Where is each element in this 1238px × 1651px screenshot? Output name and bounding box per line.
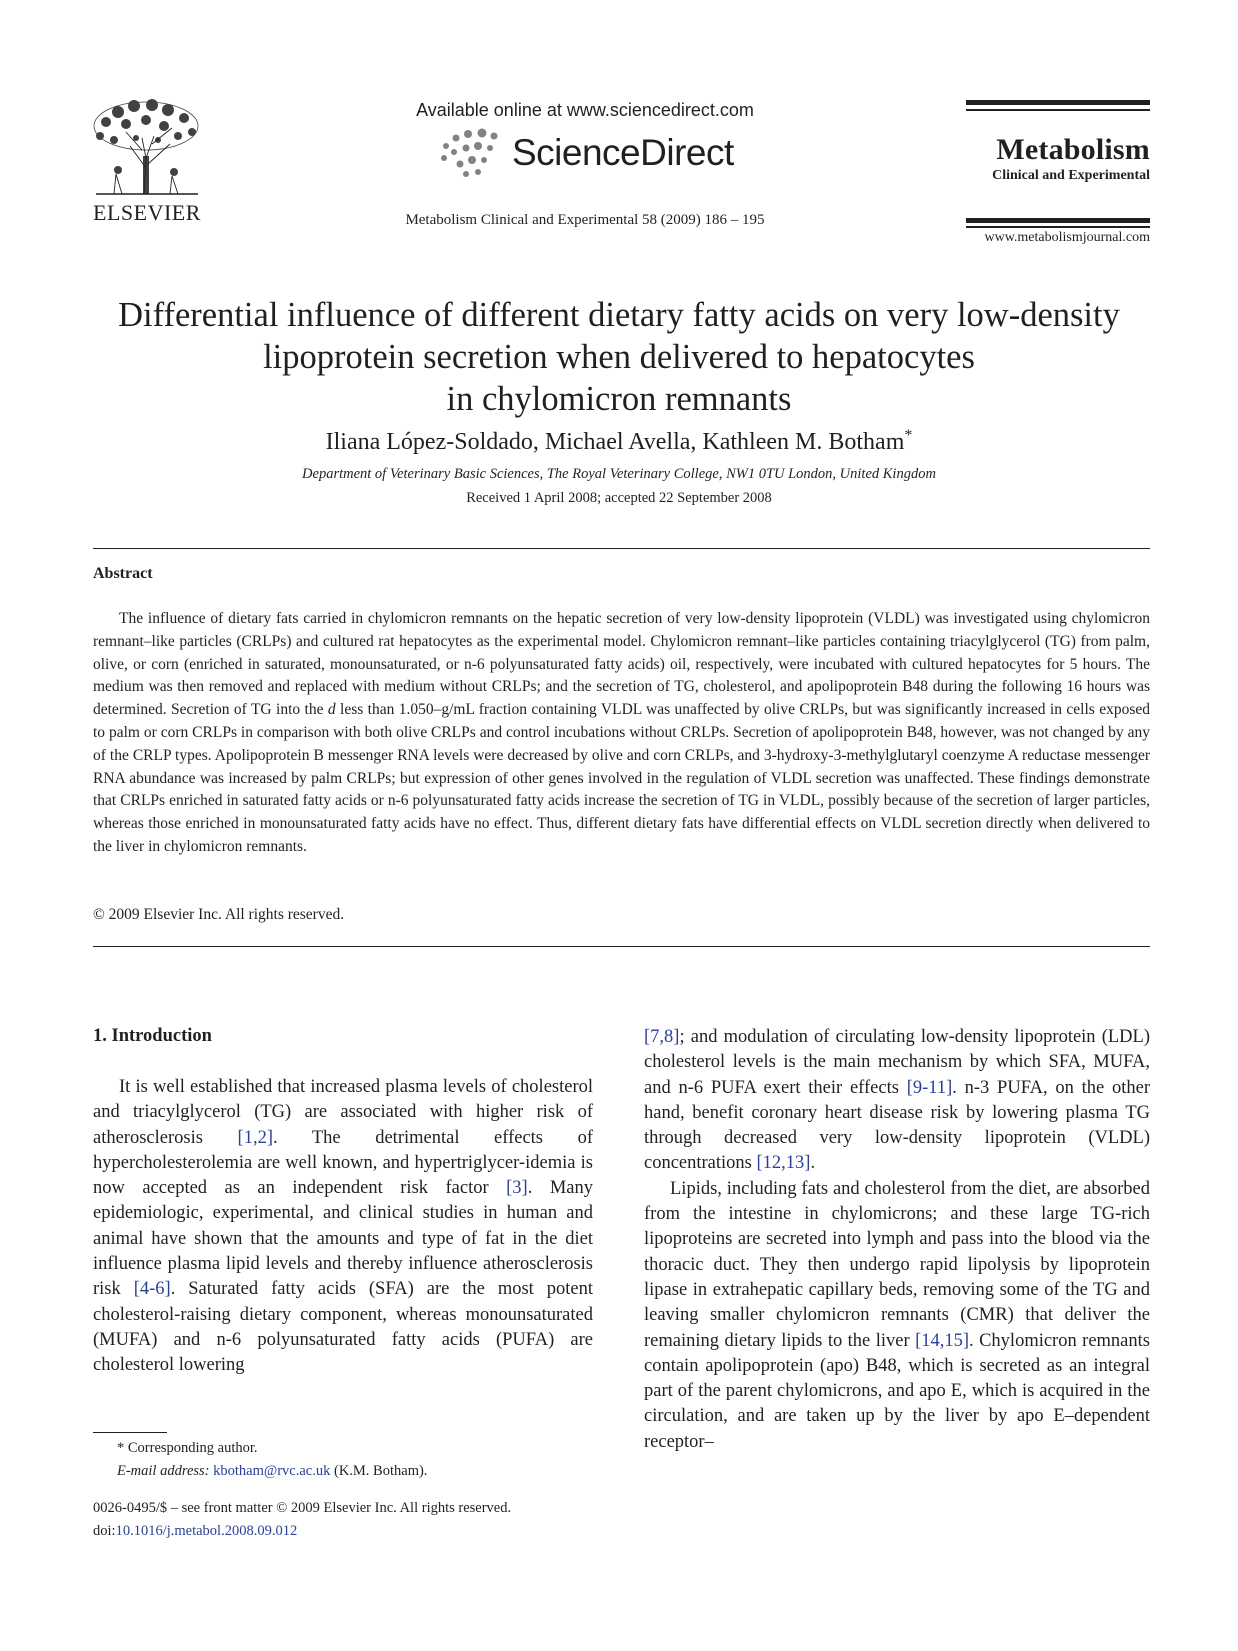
title-line: lipoprotein secretion when delivered to hepatocytes: [263, 338, 975, 376]
corresponding-author-note: * Corresponding author.: [117, 1440, 258, 1456]
doi-line: [93, 1523, 297, 1540]
citation-link[interactable]: [1,2]: [237, 1127, 273, 1148]
citation-link[interactable]: [4-6]: [133, 1279, 171, 1300]
abstract-top-rule: [93, 548, 1150, 549]
header-rule: [966, 218, 1150, 223]
citation-link[interactable]: [9-11]: [906, 1077, 953, 1098]
received-dates: Received 1 April 2008; accepted 22 September 2008: [466, 490, 772, 506]
body-text: ; and modulation of circulating low-density lipoprotein (LDL) cholesterol levels is the main mechanism by which SFA, MUFA, and n-6 PUFA exert their effects: [644, 1027, 1150, 1098]
title-line: Differential influence of different dietary fatty acids on very low-density: [118, 296, 1120, 334]
journal-citation: Metabolism Clinical and Experimental 58 (2009) 186 – 195: [405, 212, 765, 228]
elsevier-logo: [86, 98, 208, 228]
header-rule: [966, 109, 1150, 111]
abstract-bottom-rule: [93, 946, 1150, 947]
authors-text: Iliana López-Soldado, Michael Avella, Kathleen M. Botham: [325, 429, 905, 455]
section-heading: 1. Introduction: [93, 1026, 212, 1046]
email-label: E-mail address:: [117, 1463, 210, 1479]
journal-name: Metabolism: [996, 133, 1150, 166]
body-text: . Saturated fatty acids (SFA) are the most potent cholesterol-raising dietary component, whereas monounsaturated (MUFA) and n-6 polyunsaturated fatty acids (PUFA) are cholesterol lowering: [93, 1279, 593, 1376]
footnote-rule: [93, 1432, 167, 1433]
citation-link[interactable]: [14,15]: [915, 1330, 970, 1351]
sciencedirect-dots-icon: [438, 128, 500, 180]
body-text: . n-3 PUFA, on the other hand, benefit coronary heart disease risk by lowering plasma TG through decreased very low-density lipoprotein (VLDL) concentrations: [644, 1077, 1150, 1174]
header-rule: [966, 226, 1150, 228]
corresponding-mark: *: [904, 427, 913, 444]
available-online-text: Available online at www.sciencedirect.com: [416, 100, 754, 120]
email-link[interactable]: kbotham@rvc.ac.uk: [213, 1463, 331, 1479]
intro-right-column: [644, 1025, 1150, 1455]
doi-link[interactable]: 10.1016/j.metabol.2008.09.012: [115, 1523, 298, 1539]
body-text: . Many epidemiologic, experimental, and clinical studies in human and animal have shown that the amounts and type of fat in the diet influence plasma lipid levels and thereby influence atherosclerosis risk: [93, 1178, 593, 1300]
elsevier-tree-icon: [86, 98, 208, 198]
citation-link[interactable]: [12,13]: [756, 1153, 811, 1174]
paragraph: [644, 1025, 1150, 1177]
citation-link[interactable]: [7,8]: [644, 1027, 680, 1047]
abstract-text-part: The influence of dietary fats carried in chylomicron remnants on the hepatic secretion of very low-density lipoprotein (VLDL) was investigated using chylomicron remnant–like particles (CRLPs) and cultured rat hepatocytes as the experimental model. Chylomicron remnant–like particles containing triacylglycerol (TG) from palm, olive, or corn (enriched in saturated, monounsaturated, or n-6 polyunsaturated fatty acids) oil, respectively, were incubated with cultured hepatocytes for 5 hours. The medium was then removed and replaced with medium without CRLPs; and the secretion of TG, cholesterol, and apolipoprotein B48 during the following 16 hours was determined. Secretion of TG into the: [93, 610, 1150, 719]
header-rule: [966, 100, 1150, 105]
title-line: in chylomicron remnants: [446, 380, 792, 418]
body-text: . The detrimental effects of hypercholesterolemia are well known, and hypertriglycer-idemia is now accepted as an independent risk factor: [93, 1127, 594, 1199]
abstract-heading: Abstract: [93, 565, 153, 582]
body-text: .: [810, 1153, 816, 1174]
front-matter-note: 0026-0495/$ – see front matter © 2009 Elsevier Inc. All rights reserved.: [93, 1500, 512, 1516]
abstract-text-part: less than 1.050–g/mL fraction containing VLDL was unaffected by olive CRLPs, but was significantly increased in cells exposed to palm or corn CRLPs in comparison with both olive CRLPs and control incubations without CRLPs. Secretion of apolipoprotein B48, however, was not changed by any of the CRLP types. Apolipoprotein B messenger RNA levels were decreased by olive and corn CRLPs, and 3-hydroxy-3-methylglutaryl coenzyme A reductase messenger RNA abundance was increased by palm CRLPs; but expression of other genes involved in the regulation of VLDL secretion was unaffected. These findings demonstrate that CRLPs enriched in saturated fatty acids or n-6 polyunsaturated fatty acids increase the secretion of TG in VLDL, possibly because of the secretion of larger particles, whereas those enriched in monounsaturated fatty acids have no effect. Thus, different dietary fats have differential effects on VLDL secretion directly when delivered to the liver in chylomicron remnants.: [93, 701, 1150, 855]
paragraph: [644, 1177, 1150, 1455]
abstract-text: [93, 608, 1150, 859]
body-text: It is well established that increased plasma levels of cholesterol and triacylglycerol (TG) are associated with higher risk of atherosclerosis: [93, 1077, 593, 1148]
publisher-name: ELSEVIER: [93, 200, 201, 225]
body-text: Lipids, including fats and cholesterol from the diet, are absorbed from the intestine in chylomicrons; and these large TG-rich lipoproteins are secreted into lymph and pass into the blood via the thoracic duct. They then undergo rapid lipolysis by lipoprotein lipase in extrahepatic capillary beds, removing some of the TG and leaving smaller chylomicron remnants (CMR) that deliver the remaining dietary lipids to the liver: [644, 1178, 1150, 1351]
intro-left-column: [93, 1075, 593, 1379]
journal-url-link[interactable]: www.metabolismjournal.com: [984, 230, 1150, 245]
doi-label: doi:: [93, 1523, 116, 1539]
email-suffix: (K.M. Botham).: [330, 1463, 428, 1479]
journal-subtitle: Clinical and Experimental: [992, 168, 1150, 183]
body-text: . Chylomicron remnants contain apolipoprotein (apo) B48, which is secreted as an integral part of the parent chylomicrons, and apo E, which is acquired in the circulation, and are taken up by the liver by apo E–dependent receptor–: [644, 1330, 1150, 1452]
author-list: [60, 427, 1178, 456]
sciencedirect-wordmark: ScienceDirect: [512, 132, 734, 173]
article-title: [60, 294, 1178, 420]
email-note: [117, 1463, 427, 1480]
affiliation: Department of Veterinary Basic Sciences, The Royal Veterinary College, NW1 0TU London, United Kingdom: [302, 466, 936, 482]
sciencedirect-logo[interactable]: [438, 128, 738, 180]
citation-link[interactable]: [3]: [506, 1178, 528, 1199]
abstract-italic-symbol: d: [327, 701, 336, 719]
abstract-copyright: © 2009 Elsevier Inc. All rights reserved.: [93, 906, 345, 923]
